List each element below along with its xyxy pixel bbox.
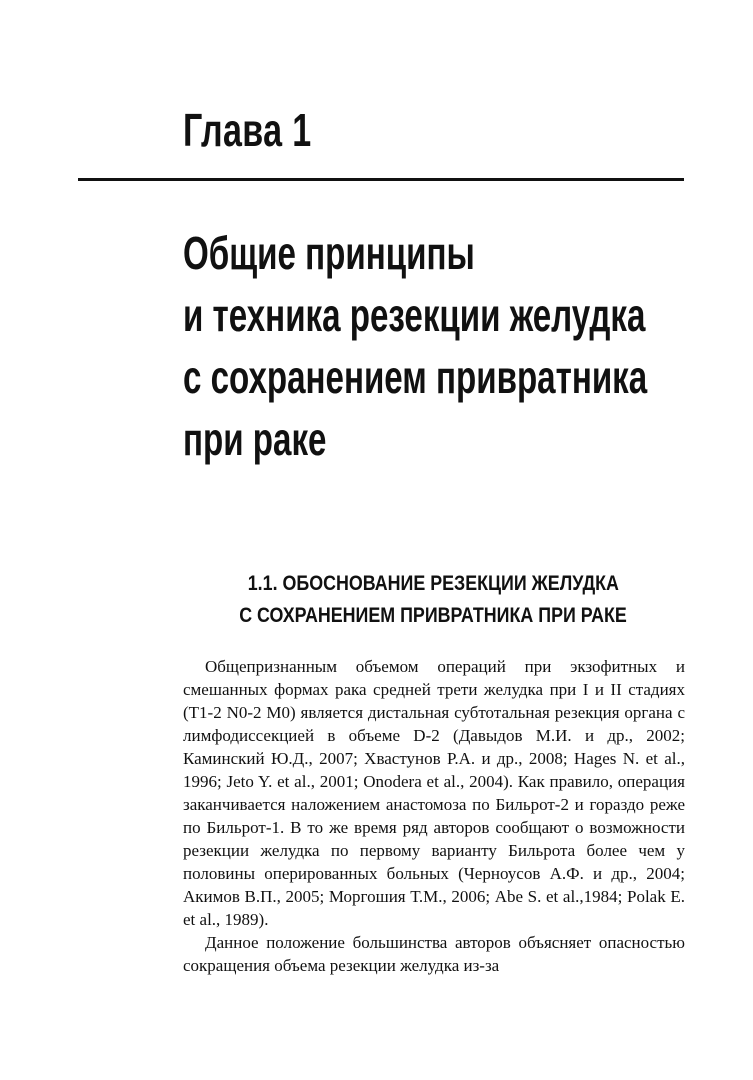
chapter-title-line: с сохранением привратника bbox=[183, 351, 648, 403]
section-heading-line: 1.1. ОБОСНОВАНИЕ РЕЗЕКЦИИ ЖЕЛУДКА bbox=[247, 572, 619, 595]
chapter-title-line: при раке bbox=[183, 413, 327, 465]
paragraph: Данное положение большинства авторов объясняет опасностью сокращения объема резекции желудка из-за bbox=[183, 933, 685, 975]
section-heading bbox=[183, 568, 683, 632]
chapter-title bbox=[183, 222, 647, 470]
section-heading-line: С СОХРАНЕНИЕМ ПРИВРАТНИКА ПРИ РАКЕ bbox=[239, 604, 627, 627]
chapter-title-line: и техника резекции желудка bbox=[183, 289, 646, 341]
chapter-title-line: Общие принципы bbox=[183, 227, 475, 279]
paragraph: Общепризнанным объемом операций при экзофитных и смешанных формах рака средней трети желудка при I и II стадиях (T1-2 N0-2 M0) является дистальная субтотальная резекция органа с лимфодиссекцией в объеме D-2 (Давыдов М.И. и др., 2002; Каминский Ю.Д., 2007; Хвастунов Р.А. и др., 2008; Hages N. et al., 1996; Jeto Y. et al., 2001; Onodera et al., 2004). Как правило, операция заканчивается наложением анастомоза по Бильрот-2 и гораздо реже по Бильрот-1. В то же время ряд авторов сообщают о возможности резекции желудка по первому варианту Бильрота более чем у половины оперированных больных (Черноусов А.Ф. и др., 2004; Акимов В.П., 2005; Моргошия Т.М., 2006; Abe S. et al.,1984; Polak E. et al., 1989). bbox=[183, 657, 685, 929]
body-text bbox=[183, 655, 685, 977]
chapter-label: Глава 1 bbox=[183, 104, 312, 156]
chapter-divider bbox=[78, 178, 684, 181]
